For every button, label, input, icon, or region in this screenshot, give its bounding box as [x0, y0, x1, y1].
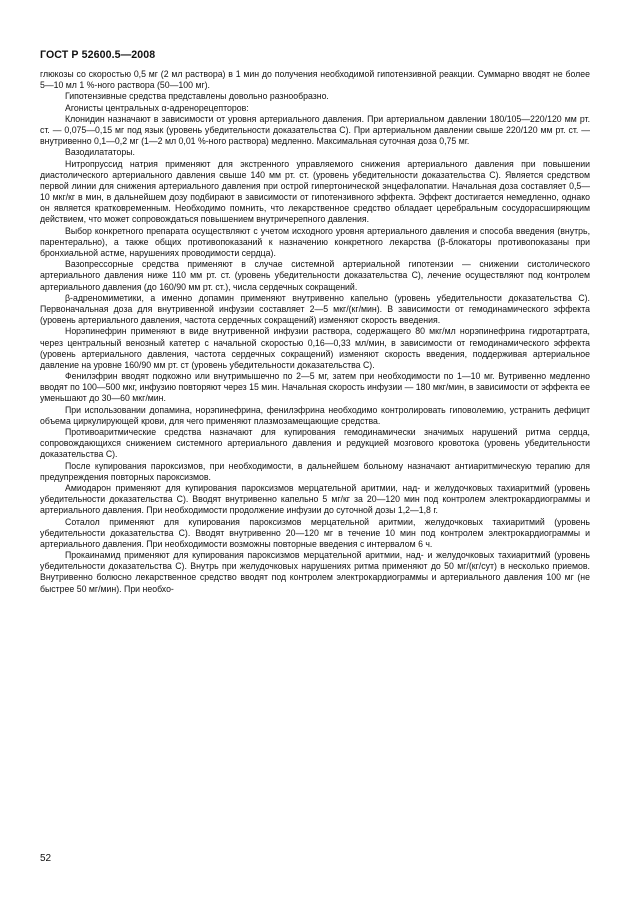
paragraph-5: Вазодилататоры. — [65, 147, 135, 158]
paragraph-3: Агонисты центральных α-адренорецепторов: — [65, 102, 249, 113]
paragraph-12: При использовании допамина, норэпинефрина, фенилэфрина необходимо контролировать гиповолемию, устранить дефицит объема циркулирующей крови, для чего применяют плазмозамещающие средства. — [40, 404, 590, 426]
paragraph-1: глюкозы со скоростью 0,5 мг (2 мл раствора) в 1 мин до получения необходимой гипотензивной реакции. Суммарно вводят не более 5—10 мл 1 %-ного раствора (50—100 мг). — [40, 69, 590, 91]
paragraph-11: Фенилэфрин вводят подкожно или внутримышечно по 2—5 мг, затем при необходимости по 1—10 мг. Вутривенно медленно вводят по 100—500 мкг, инфузию повторяют через 15 мин. Начальная скорость инфузии — 180 мкг/мин, в зависимости от эффекта ее уменьшают до 30—60 мкг/мин. — [40, 371, 590, 404]
paragraph-7: Выбор конкретного препарата осуществляют с учетом исходного уровня артериального давления и способа введения (внутрь, парентерально), а также общих противопоказаний к назначению конкретного лекарства (β-блокаторы противопоказаны при бронхиальной астме, нарушениях проводимости сердца). — [40, 225, 590, 258]
paragraph-14: После купирования пароксизмов, при необходимости, в дальнейшем больному назначают антиаритмическую терапию для предупреждения повторных пароксизмов. — [40, 460, 590, 482]
document-header: ГОСТ Р 52600.5—2008 — [40, 49, 156, 61]
page-number: 52 — [40, 853, 52, 864]
body-text — [40, 69, 590, 595]
paragraph-6: Нитропруссид натрия применяют для экстренного управляемого снижения артериального давления при повышении диастолического артериального давления свыше 140 мм рт. ст. (уровень убедительности доказательства С). Является средством первой линии для снижения артериального давления при острой гипертонической энцефалопатии. Начальная доза составляет 0,5—10 мкг/кг в мин, в дальнейшем дозу подбирают в зависимости от гипотензивного эффекта. Эффект достигается немедленно, однако он является кратковременным. Необходимо помнить, что лекарственное средство обладает церебральным сосудорасширяющим действием, что может сопровождаться повышением внутричерепного давления. — [40, 158, 590, 225]
paragraph-10: Норэпинефрин применяют в виде внутривенной инфузии раствора, содержащего 80 мкг/мл норэпинефрина гидротартрата, через центральный венозный катетер с начальной скоростью 0,16—0,33 мл/мин, в зависимости от гемодинамического эффекта (уровень артериального давления, частота сердечных сокращений) изменяют скорость введения, поддерживая артериальное давление на уровне 160/90 мм рт. ст (уровень убедительности доказательства С). — [40, 326, 590, 370]
paragraph-2: Гипотензивные средства представлены довольно разнообразно. — [65, 91, 329, 102]
paragraph-17: Прокаинамид применяют для купирования пароксизмов мерцательной аритмии, над- и желудочковых тахиаритмий (уровень убедительности доказательства С). Внутрь при желудочковых нарушениях ритма применяют до 50 мг/(кг/сут) в несколько приемов. Внутривенно болюсно лекарственное средство вводят под контролем электрокардиограммы и артериального давления 100 мг (не быстрее 50 мг/мин). При необхо- — [40, 550, 590, 594]
paragraph-9: β-адреномиметики, а именно допамин применяют внутривенно капельно (уровень убедительности доказательства С). Первоначальная доза для внутривенной инфузии составляет 2—5 мкг/(кг/мин). В зависимости от гемодинамического эффекта (уровень артериального давления, частота сердечных сокращений) изменяют скорость введения. — [40, 292, 590, 326]
paragraph-15: Амиодарон применяют для купирования пароксизмов мерцательной аритмии, над- и желудочковых тахиаритмий (уровень убедительности доказательства С). Вводят внутривенно капельно 5 мг/кг за 20—120 мин под контролем электрокардиограммы и артериального давления. При необходимости продолжение инфузии до суточной дозы 1,2—1,8 г. — [40, 482, 590, 516]
paragraph-4: Клонидин назначают в зависимости от уровня артериального давления. При артериальном давлении 180/105—220/120 мм рт. ст. — 0,075—0,15 мг под язык (уровень убедительности доказательства С). При артериальном давлении свыше 220/120 мм рт. ст. — внутривенно 0,1—0,2 мг (1—2 мл 0,01 %-ного раствора) медленно. Максимальная суточная доза 0,75 мг. — [40, 113, 590, 147]
paragraph-13: Противоаритмические средства назначают для купирования гемодинамически значимых нарушений ритма сердца, сопровождающихся снижением системного артериального давления и редукцией мозгового кровотока (уровень убедительности доказательства С). — [40, 427, 590, 460]
paragraph-8: Вазопрессорные средства применяют в случае системной артериальной гипотензии — снижении систолического артериального давления ниже 110 мм рт. ст. (уровень убедительности доказательства С), лечение осуществляют под контролем артериального давления (до 160/90 мм рт. ст.), числа сердечных сокращений. — [40, 259, 590, 292]
paragraph-16: Соталол применяют для купирования пароксизмов мерцательной аритмии, желудочковых тахиаритмий (уровень убедительности доказательства С). Вводят внутривенно 20—120 мг в течение 10 мин под контролем электрокардиограммы и артериального давления. При необходимости возможны повторные введения с интервалом 6 ч. — [40, 516, 590, 549]
